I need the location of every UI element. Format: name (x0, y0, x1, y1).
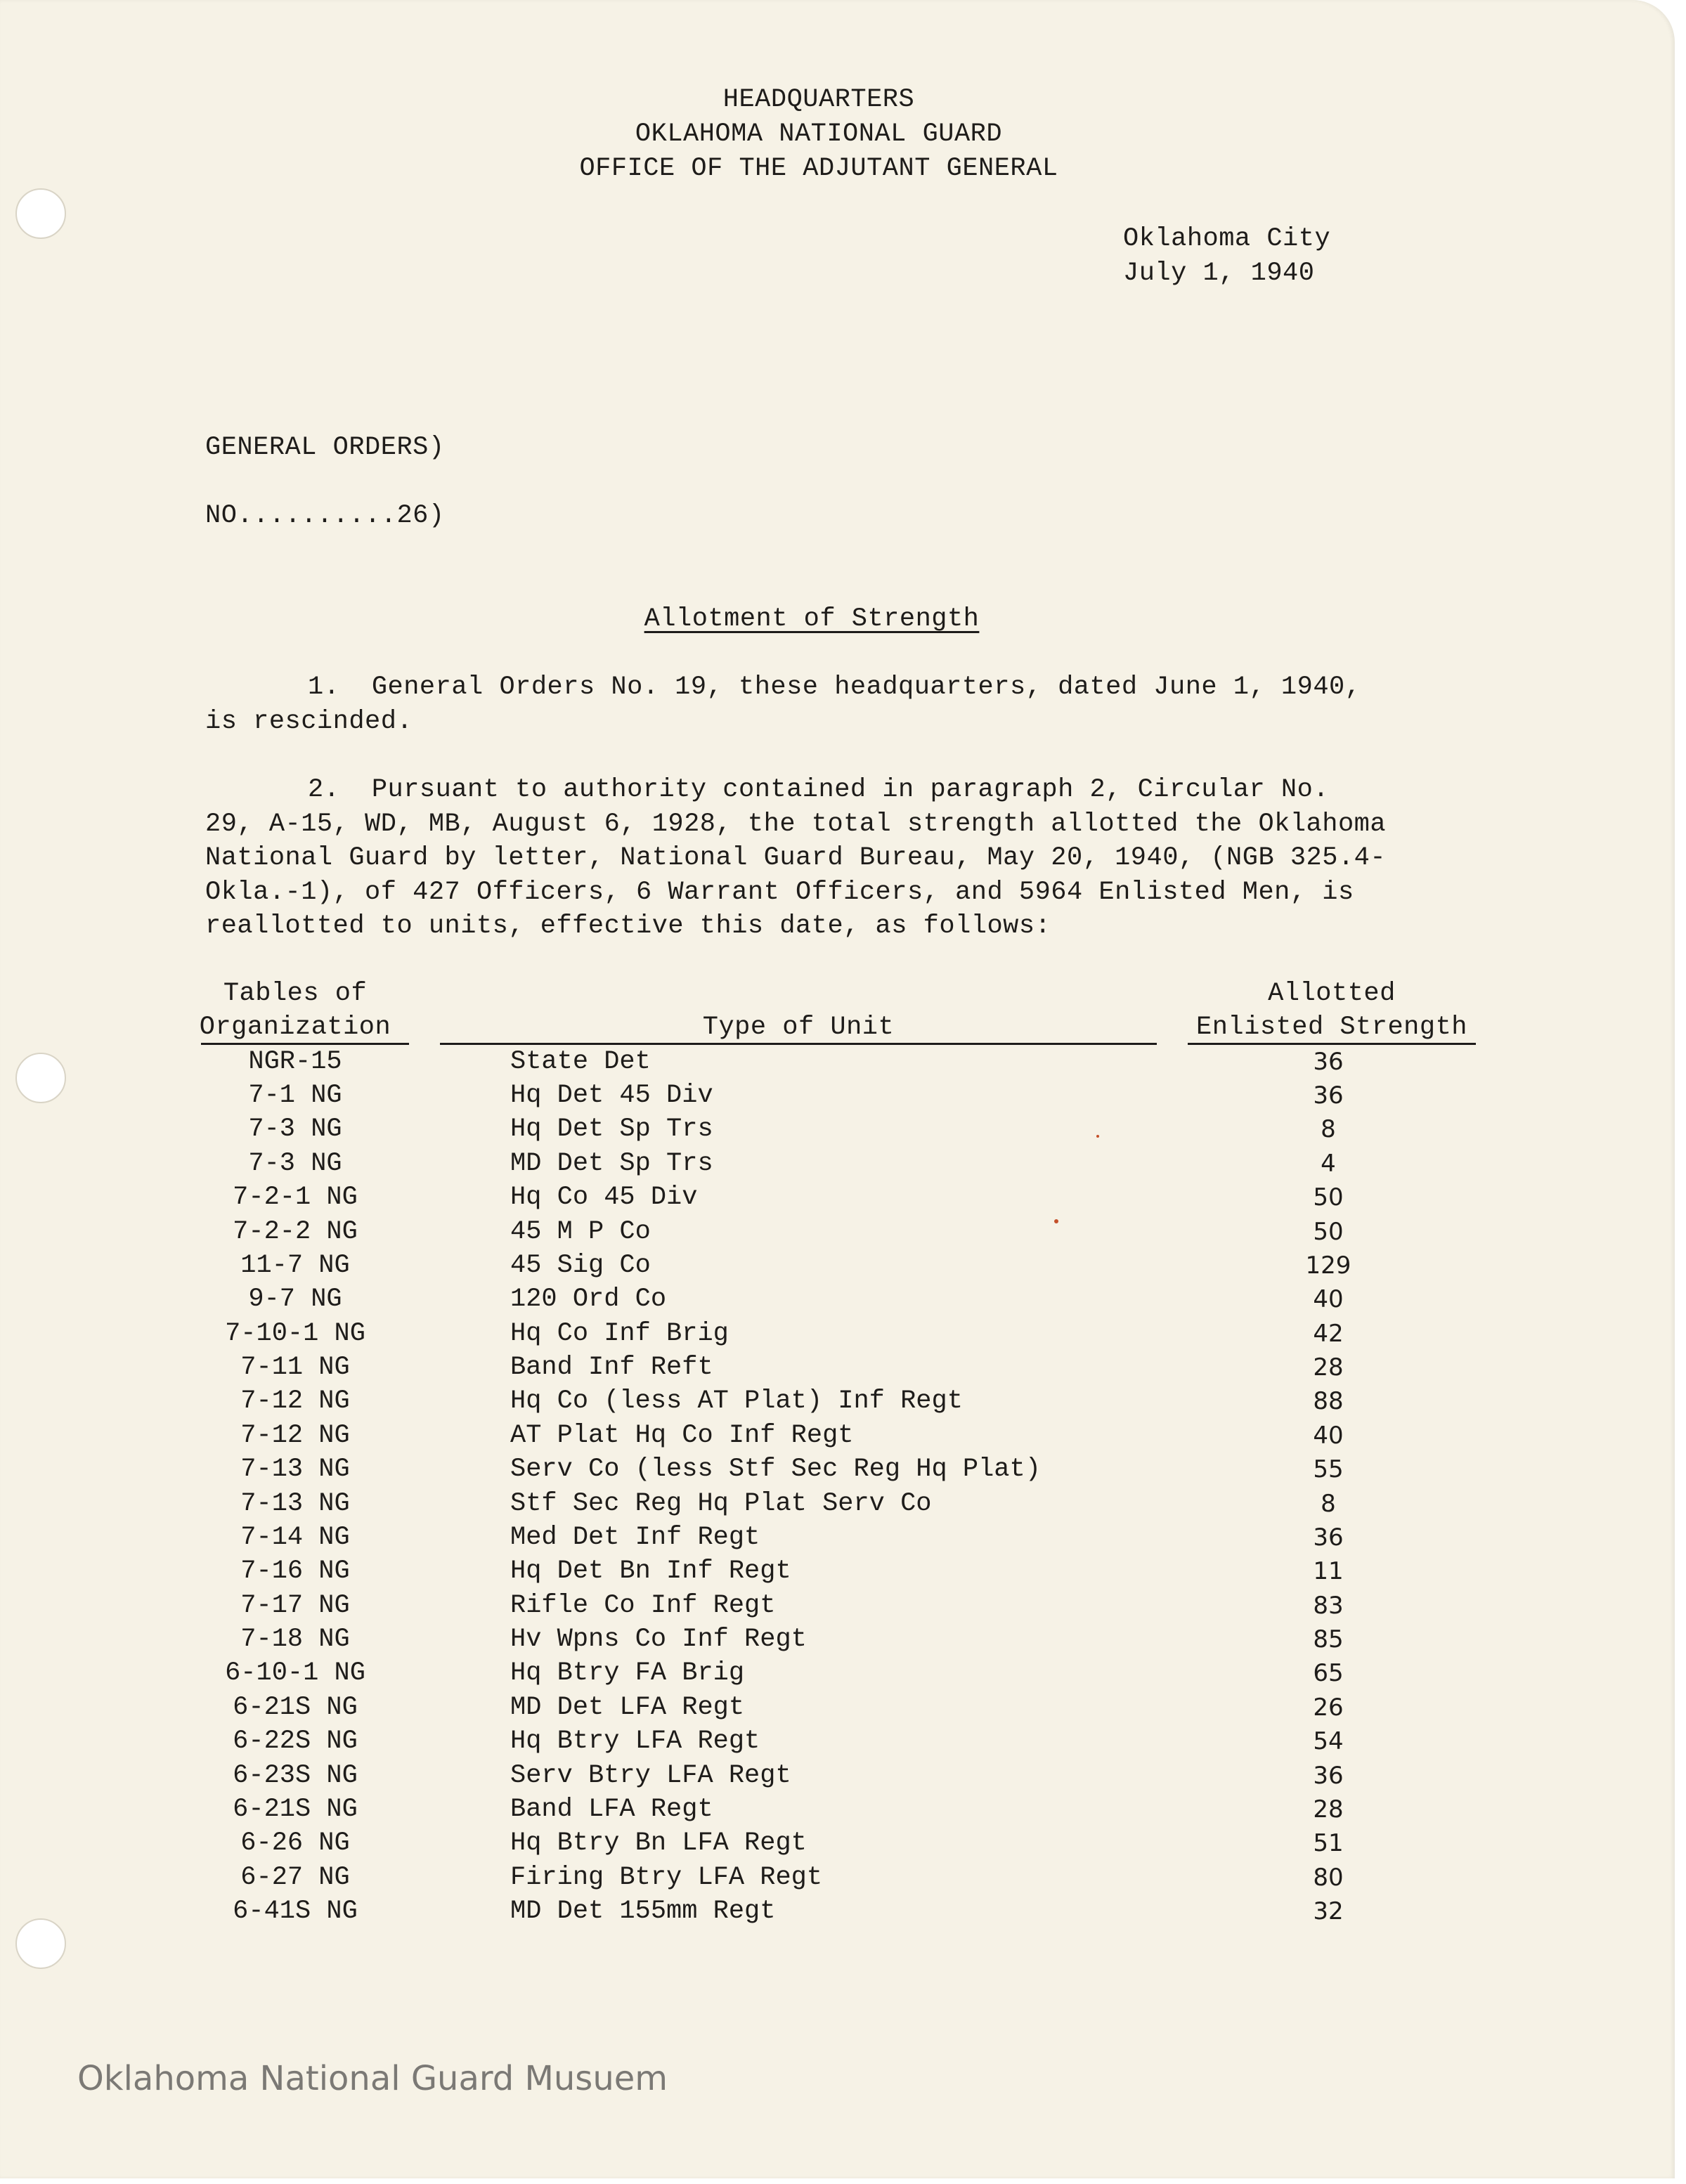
allotted-strength: 80 (1313, 1864, 1344, 1892)
unit-type: Serv Btry LFA Regt (510, 1761, 791, 1790)
unit-type: Band LFA Regt (510, 1795, 713, 1824)
punch-hole (15, 188, 66, 239)
letterhead-line: OKLAHOMA NATIONAL GUARD (635, 119, 1003, 149)
date: July 1, 1940 (1123, 259, 1315, 288)
header-allotted: Allotted (1268, 979, 1396, 1008)
header-type-of-unit: Type of Unit (702, 1013, 895, 1042)
table-of-organization: 7-13 NG (240, 1455, 350, 1484)
table-of-organization: 7-17 NG (240, 1591, 350, 1620)
unit-type: AT Plat Hq Co Inf Regt (510, 1421, 854, 1450)
table-of-organization: 7-3 NG (248, 1114, 342, 1144)
allotted-strength: 54 (1313, 1727, 1344, 1755)
table-row (0, 1521, 1686, 1554)
allotted-strength: 36 (1313, 1762, 1344, 1790)
table-row (0, 1249, 1686, 1282)
table-row (0, 1384, 1686, 1418)
allotted-strength: 40 (1313, 1285, 1344, 1313)
paragraph-line: Okla.-1), of 427 Officers, 6 Warrant Officers, and 5964 Enlisted Men, is (205, 878, 1354, 907)
table-row (0, 1554, 1686, 1588)
allotted-strength: 42 (1313, 1320, 1344, 1348)
unit-type: Hv Wpns Co Inf Regt (510, 1625, 807, 1654)
table-row (0, 1589, 1686, 1623)
table-of-organization: 7-13 NG (240, 1489, 350, 1519)
allotted-strength: 28 (1313, 1353, 1344, 1382)
table-of-organization: 7-14 NG (240, 1523, 350, 1552)
paragraph-line: 2. Pursuant to authority contained in paragraph 2, Circular No. (308, 775, 1330, 805)
table-of-organization: 7-10-1 NG (225, 1319, 365, 1348)
table-row (0, 1112, 1686, 1146)
allotted-strength: 26 (1313, 1694, 1344, 1722)
allotted-strength: 85 (1313, 1625, 1344, 1653)
table-row (0, 1487, 1686, 1521)
allotted-strength: 4 (1321, 1150, 1336, 1178)
table-of-organization: 7-18 NG (240, 1625, 350, 1654)
table-row (0, 1861, 1686, 1894)
museum-watermark: Oklahoma National Guard Musuem (77, 2059, 668, 2098)
unit-type: MD Det Sp Trs (510, 1149, 713, 1178)
table-of-organization: 6-22S NG (233, 1727, 358, 1756)
allotted-strength: 32 (1313, 1897, 1344, 1925)
allotted-strength: 88 (1313, 1387, 1344, 1415)
unit-type: MD Det LFA Regt (510, 1693, 745, 1722)
general-orders-label: GENERAL ORDERS) (205, 433, 445, 462)
allotted-strength: 8 (1321, 1115, 1336, 1143)
unit-type: Hq Det Sp Trs (510, 1114, 713, 1144)
paragraph-line: 1. General Orders No. 19, these headquarters, dated June 1, 1940, (308, 672, 1361, 702)
allotted-strength: 36 (1313, 1081, 1344, 1110)
table-of-organization: 7-1 NG (248, 1081, 342, 1110)
paragraph-line: reallotted to units, effective this date, as follows: (205, 911, 1051, 941)
city: Oklahoma City (1123, 224, 1331, 254)
unit-type: Hq Det Bn Inf Regt (510, 1556, 791, 1586)
table-row (0, 1894, 1686, 1928)
allotted-strength: 55 (1313, 1455, 1344, 1483)
table-of-organization: 6-27 NG (240, 1863, 350, 1892)
unit-type: Hq Co 45 Div (510, 1183, 698, 1212)
unit-type: 45 M P Co (510, 1217, 651, 1247)
unit-type: Serv Co (less Stf Sec Reg Hq Plat) (510, 1455, 1041, 1484)
table-row (0, 1656, 1686, 1690)
table-of-organization: 6-21S NG (233, 1693, 358, 1722)
unit-type: Med Det Inf Regt (510, 1523, 760, 1552)
table-row (0, 1691, 1686, 1724)
unit-type: Firing Btry LFA Regt (510, 1863, 823, 1892)
allotted-strength: 28 (1313, 1795, 1344, 1824)
allotted-strength: 36 (1313, 1048, 1344, 1076)
letterhead-line: OFFICE OF THE ADJUTANT GENERAL (579, 154, 1058, 183)
table-of-organization: 7-12 NG (240, 1386, 350, 1416)
table-of-organization: 6-21S NG (233, 1795, 358, 1824)
table-of-organization: 6-10-1 NG (225, 1658, 365, 1688)
allotted-strength: 129 (1305, 1252, 1351, 1280)
unit-type: 45 Sig Co (510, 1251, 651, 1280)
allotted-strength: 50 (1313, 1218, 1344, 1246)
unit-type: MD Det 155mm Regt (510, 1897, 776, 1926)
table-row (0, 1147, 1686, 1181)
table-of-organization: 9-7 NG (248, 1285, 342, 1314)
unit-type: Band Inf Reft (510, 1353, 713, 1382)
table-of-organization: 7-2-1 NG (233, 1183, 358, 1212)
header-organization: Organization (199, 1013, 391, 1042)
allotted-strength: 65 (1313, 1659, 1344, 1687)
unit-type: State Det (510, 1047, 651, 1077)
table-of-organization: 6-23S NG (233, 1761, 358, 1790)
table-of-organization: 7-12 NG (240, 1421, 350, 1450)
table-row (0, 1181, 1686, 1214)
order-number: NO..........26) (205, 501, 445, 531)
allotted-strength: 83 (1313, 1592, 1344, 1620)
table-row (0, 1826, 1686, 1860)
paragraph-line: 29, A-15, WD, MB, August 6, 1928, the total strength allotted the Oklahoma (205, 810, 1387, 839)
table-of-organization: 7-3 NG (248, 1149, 342, 1178)
table-row (0, 1724, 1686, 1758)
table-of-organization: 7-11 NG (240, 1353, 350, 1382)
paragraph-line: is rescinded. (205, 707, 413, 736)
letterhead-line: HEADQUARTERS (722, 85, 915, 115)
table-of-organization: NGR-15 (248, 1047, 342, 1077)
unit-type: Hq Btry LFA Regt (510, 1727, 760, 1756)
table-row (0, 1317, 1686, 1351)
header-tables-of: Tables of (223, 979, 368, 1008)
allotted-strength: 11 (1313, 1557, 1344, 1585)
table-of-organization: 6-26 NG (240, 1828, 350, 1858)
table-row (0, 1623, 1686, 1656)
table-row (0, 1215, 1686, 1249)
table-row (0, 1079, 1686, 1112)
header-enlisted-strength: Enlisted Strength (1196, 1013, 1467, 1042)
allotted-strength: 8 (1321, 1490, 1336, 1518)
allotted-strength: 40 (1313, 1422, 1344, 1450)
unit-type: Hq Btry FA Brig (510, 1658, 745, 1688)
allotted-strength: 36 (1313, 1523, 1344, 1552)
table-row (0, 1793, 1686, 1826)
unit-type: Stf Sec Reg Hq Plat Serv Co (510, 1489, 932, 1519)
table-row (0, 1351, 1686, 1384)
unit-type: Hq Det 45 Div (510, 1081, 713, 1110)
table-row (0, 1452, 1686, 1486)
table-row (0, 1282, 1686, 1316)
unit-type: Hq Co (less AT Plat) Inf Regt (510, 1386, 963, 1416)
table-row (0, 1759, 1686, 1793)
unit-type: Hq Co Inf Brig (510, 1319, 729, 1348)
table-of-organization: 7-2-2 NG (233, 1217, 358, 1247)
unit-type: 120 Ord Co (510, 1285, 667, 1314)
table-of-organization: 6-41S NG (233, 1897, 358, 1926)
allotted-strength: 51 (1313, 1829, 1344, 1857)
table-of-organization: 11-7 NG (240, 1251, 350, 1280)
document-title: Allotment of Strength (644, 604, 980, 634)
table-of-organization: 7-16 NG (240, 1556, 350, 1586)
paragraph-line: National Guard by letter, National Guard Bureau, May 20, 1940, (NGB 325.4- (205, 843, 1387, 873)
unit-type: Hq Btry Bn LFA Regt (510, 1828, 807, 1858)
unit-type: Rifle Co Inf Regt (510, 1591, 776, 1620)
table-row (0, 1045, 1686, 1079)
allotted-strength: 50 (1313, 1183, 1344, 1211)
table-row (0, 1419, 1686, 1452)
